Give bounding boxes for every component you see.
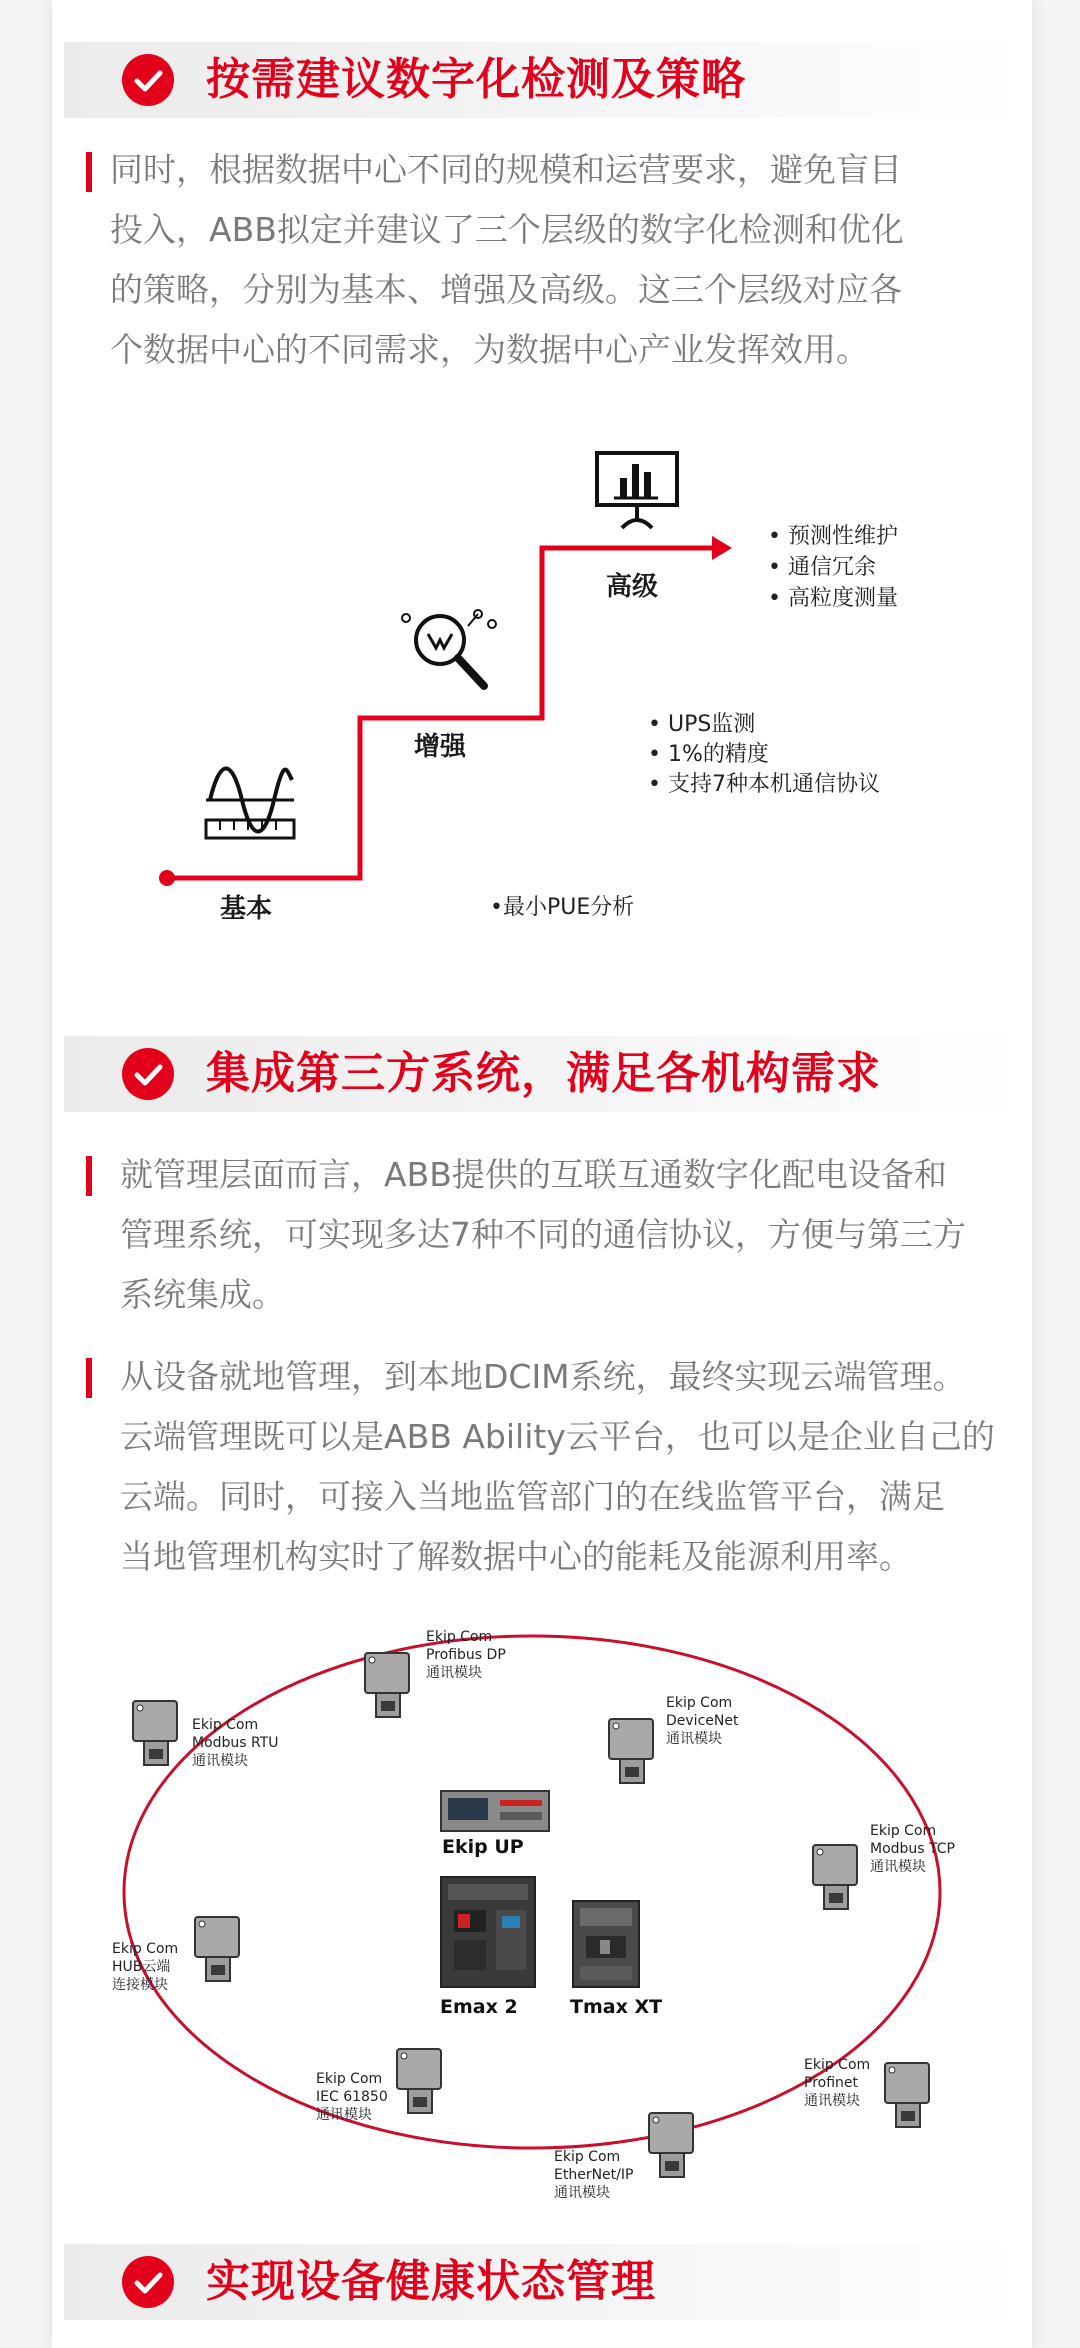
module-label-line: EtherNet/IP [554,2167,634,2183]
module-label-line: Ekip Com [316,2071,383,2087]
comm-module-icon [362,1650,412,1720]
module-label-devicenet [666,1694,738,1748]
paragraph-line: 个数据中心的不同需求，为数据中心产业发挥效用。 [110,330,869,369]
module-label-line: Ekip Com [112,1941,179,1957]
comm-module-icon [606,1716,656,1786]
module-label-line: Profinet [804,2075,859,2091]
comm-module-icon [646,2110,696,2180]
module-label-line: Profibus DP [426,1647,506,1663]
module-label-line: Ekip Com [870,1823,937,1839]
paragraph-line: 从设备就地管理，到本地DCIM系统，最终实现云端管理。 [120,1357,966,1396]
module-label-line: 通讯模块 [804,2093,860,2109]
paragraph-line: 就管理层面而言，ABB提供的互联互通数字化配电设备和 [120,1155,947,1194]
paragraph-line: 同时，根据数据中心不同的规模和运营要求，避免盲目 [110,150,902,189]
device-label-ekip-up: Ekip UP [442,1836,524,1858]
tier-label-enhanced: 增强 [414,732,467,762]
tier-label-basic: 基本 [220,894,273,924]
paragraph-line: 的策略，分别为基本、增强及高级。这三个层级对应各 [110,270,902,309]
section-title: 按需建议数字化检测及策略 [206,54,746,105]
check-icon [122,2256,174,2308]
tier-feature-advanced: • 通信冗余 [768,555,876,580]
paragraph-line: 云端管理既可以是ABB Ability云平台，也可以是企业自己的 [120,1417,995,1456]
module-label-profinet [804,2056,870,2110]
communication-ring [52,0,1032,2348]
paragraph-line: 管理系统，可实现多达7种不同的通信协议，方便与第三方 [120,1215,966,1254]
tier-feature-basic: •最小PUE分析 [490,895,635,920]
module-label-line: 连接模块 [112,1977,168,1993]
comm-module-icon [192,1914,242,1984]
tier-feature-advanced: • 预测性维护 [768,524,898,549]
module-label-line: 通讯模块 [666,1731,722,1747]
module-label-line: Modbus RTU [192,1735,279,1751]
comm-module-icon [394,2046,444,2116]
section-header-health-management [64,2244,1024,2320]
module-label-line: Ekip Com [804,2057,871,2073]
tier-feature-advanced: • 高粒度测量 [768,586,898,611]
comm-module-icon [810,1842,860,1912]
device-label-emax2: Emax 2 [440,1996,518,2018]
module-label-line: IEC 61850 [316,2089,388,2105]
tier-label-advanced: 高级 [606,572,659,602]
module-label-line: 通讯模块 [870,1859,926,1875]
article-card [52,0,1032,2348]
tier-feature-enhanced: • 支持7种本机通信协议 [648,772,880,797]
module-label-line: 通讯模块 [316,2107,372,2123]
module-label-line: Ekip Com [426,1629,493,1645]
tier-feature-enhanced: • 1%的精度 [648,742,769,767]
paragraph-line: 当地管理机构实时了解数据中心的能耗及能源利用率。 [120,1537,912,1576]
section-title: 实现设备健康状态管理 [206,2256,656,2307]
module-label-line: 通讯模块 [554,2185,610,2201]
module-label-profibus [426,1628,506,1682]
section-title: 集成第三方系统，满足各机构需求 [206,1048,881,1099]
module-label-modbus-rtu [192,1716,279,1770]
module-label-iec61850 [316,2070,388,2124]
comm-module-icon [882,2060,932,2130]
module-label-line: 通讯模块 [426,1665,482,1681]
ekip-up-device-image [440,1790,550,1832]
module-label-line: Ekip Com [554,2149,621,2165]
tier-feature-enhanced: • UPS监测 [648,712,756,737]
module-label-line: Ekip Com [666,1695,733,1711]
module-label-line: DeviceNet [666,1713,739,1729]
comm-module-icon [130,1698,180,1768]
module-label-line: Ekip Com [192,1717,259,1733]
module-label-ethernet-ip [554,2148,633,2202]
module-label-modbus-tcp [870,1822,955,1876]
tmax-xt-breaker-image [572,1900,640,1988]
emax2-breaker-image [440,1876,536,1988]
module-label-line: Modbus TCP [870,1841,955,1857]
paragraph-line: 云端。同时，可接入当地监管部门的在线监管平台，满足 [120,1477,945,1516]
module-label-hub [112,1940,178,1994]
module-label-line: 通讯模块 [192,1753,248,1769]
module-label-line: HUB云端 [112,1959,171,1975]
paragraph-line: 投入，ABB拟定并建议了三个层级的数字化检测和优化 [110,210,904,249]
paragraph-line: 系统集成。 [120,1275,285,1314]
device-label-tmax-xt: Tmax XT [570,1996,663,2018]
